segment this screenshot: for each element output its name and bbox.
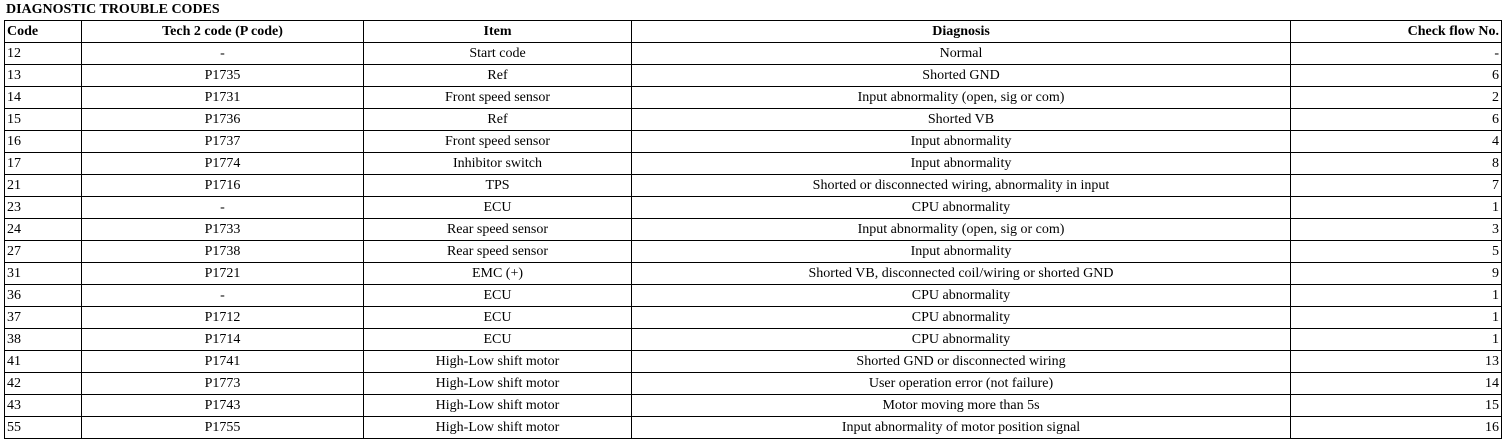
cell-diagnosis: Input abnormality of motor position signal (632, 417, 1291, 439)
header-tech2-code: Tech 2 code (P code) (82, 21, 364, 43)
cell-code: 36 (5, 285, 82, 307)
cell-check-flow: 5 (1291, 241, 1502, 263)
cell-check-flow: 1 (1291, 307, 1502, 329)
table-body (5, 43, 1502, 439)
cell-tech2-code: P1731 (82, 87, 364, 109)
cell-diagnosis: Shorted GND (632, 65, 1291, 87)
cell-tech2-code: P1738 (82, 241, 364, 263)
cell-tech2-code: P1737 (82, 131, 364, 153)
cell-code: 16 (5, 131, 82, 153)
cell-item: Rear speed sensor (364, 219, 632, 241)
table-row (5, 329, 1502, 351)
cell-tech2-code: P1774 (82, 153, 364, 175)
cell-diagnosis: Motor moving more than 5s (632, 395, 1291, 417)
cell-diagnosis: Input abnormality (open, sig or com) (632, 219, 1291, 241)
cell-diagnosis: User operation error (not failure) (632, 373, 1291, 395)
cell-tech2-code: P1755 (82, 417, 364, 439)
cell-check-flow: 1 (1291, 197, 1502, 219)
cell-check-flow: 1 (1291, 285, 1502, 307)
cell-code: 13 (5, 65, 82, 87)
cell-code: 15 (5, 109, 82, 131)
table-title: DIAGNOSTIC TROUBLE CODES (6, 2, 220, 17)
cell-item: Start code (364, 43, 632, 65)
cell-diagnosis: Shorted GND or disconnected wiring (632, 351, 1291, 373)
table-row (5, 417, 1502, 439)
cell-code: 23 (5, 197, 82, 219)
cell-item: High-Low shift motor (364, 395, 632, 417)
cell-code: 14 (5, 87, 82, 109)
cell-item: ECU (364, 329, 632, 351)
table-row (5, 87, 1502, 109)
cell-item: Inhibitor switch (364, 153, 632, 175)
cell-check-flow: - (1291, 43, 1502, 65)
cell-tech2-code: P1743 (82, 395, 364, 417)
header-code: Code (5, 21, 82, 43)
cell-check-flow: 14 (1291, 373, 1502, 395)
cell-check-flow: 7 (1291, 175, 1502, 197)
cell-item: EMC (+) (364, 263, 632, 285)
cell-check-flow: 16 (1291, 417, 1502, 439)
cell-code: 42 (5, 373, 82, 395)
cell-tech2-code: P1721 (82, 263, 364, 285)
table-row (5, 307, 1502, 329)
cell-check-flow: 4 (1291, 131, 1502, 153)
cell-diagnosis: Input abnormality (open, sig or com) (632, 87, 1291, 109)
cell-item: Ref (364, 109, 632, 131)
cell-check-flow: 6 (1291, 109, 1502, 131)
cell-code: 41 (5, 351, 82, 373)
cell-item: Front speed sensor (364, 87, 632, 109)
cell-tech2-code: P1741 (82, 351, 364, 373)
table-row (5, 373, 1502, 395)
cell-item: Rear speed sensor (364, 241, 632, 263)
table-row (5, 43, 1502, 65)
cell-item: TPS (364, 175, 632, 197)
table-row (5, 285, 1502, 307)
cell-diagnosis: CPU abnormality (632, 285, 1291, 307)
table-row (5, 241, 1502, 263)
cell-check-flow: 1 (1291, 329, 1502, 351)
cell-item: High-Low shift motor (364, 373, 632, 395)
cell-tech2-code: P1736 (82, 109, 364, 131)
cell-diagnosis: Input abnormality (632, 241, 1291, 263)
cell-item: ECU (364, 197, 632, 219)
cell-code: 31 (5, 263, 82, 285)
header-item: Item (364, 21, 632, 43)
cell-code: 55 (5, 417, 82, 439)
cell-diagnosis: Normal (632, 43, 1291, 65)
cell-tech2-code: P1773 (82, 373, 364, 395)
table-row (5, 131, 1502, 153)
diagnostic-trouble-codes-table (4, 20, 1502, 439)
cell-tech2-code: P1716 (82, 175, 364, 197)
cell-diagnosis: CPU abnormality (632, 307, 1291, 329)
cell-code: 37 (5, 307, 82, 329)
cell-diagnosis: CPU abnormality (632, 197, 1291, 219)
cell-check-flow: 9 (1291, 263, 1502, 285)
header-diagnosis: Diagnosis (632, 21, 1291, 43)
cell-tech2-code: - (82, 43, 364, 65)
cell-code: 17 (5, 153, 82, 175)
cell-check-flow: 2 (1291, 87, 1502, 109)
cell-code: 21 (5, 175, 82, 197)
cell-tech2-code: - (82, 285, 364, 307)
cell-check-flow: 15 (1291, 395, 1502, 417)
cell-item: Front speed sensor (364, 131, 632, 153)
cell-diagnosis: CPU abnormality (632, 329, 1291, 351)
header-check-flow: Check flow No. (1291, 21, 1502, 43)
cell-diagnosis: Shorted or disconnected wiring, abnormality in input (632, 175, 1291, 197)
table-row (5, 351, 1502, 373)
table-row (5, 109, 1502, 131)
cell-item: Ref (364, 65, 632, 87)
cell-diagnosis: Shorted VB, disconnected coil/wiring or shorted GND (632, 263, 1291, 285)
cell-tech2-code: P1733 (82, 219, 364, 241)
table-row (5, 263, 1502, 285)
cell-item: High-Low shift motor (364, 351, 632, 373)
cell-item: ECU (364, 285, 632, 307)
cell-tech2-code: - (82, 197, 364, 219)
table-row (5, 197, 1502, 219)
cell-code: 27 (5, 241, 82, 263)
table-row (5, 153, 1502, 175)
cell-code: 43 (5, 395, 82, 417)
cell-code: 38 (5, 329, 82, 351)
cell-tech2-code: P1714 (82, 329, 364, 351)
cell-item: ECU (364, 307, 632, 329)
cell-check-flow: 3 (1291, 219, 1502, 241)
table-row (5, 65, 1502, 87)
cell-diagnosis: Input abnormality (632, 131, 1291, 153)
table-row (5, 395, 1502, 417)
table-row (5, 175, 1502, 197)
cell-item: High-Low shift motor (364, 417, 632, 439)
cell-code: 24 (5, 219, 82, 241)
cell-check-flow: 6 (1291, 65, 1502, 87)
cell-check-flow: 13 (1291, 351, 1502, 373)
cell-code: 12 (5, 43, 82, 65)
cell-tech2-code: P1735 (82, 65, 364, 87)
cell-tech2-code: P1712 (82, 307, 364, 329)
table-row (5, 219, 1502, 241)
cell-check-flow: 8 (1291, 153, 1502, 175)
cell-diagnosis: Shorted VB (632, 109, 1291, 131)
header-row (5, 21, 1502, 43)
cell-diagnosis: Input abnormality (632, 153, 1291, 175)
